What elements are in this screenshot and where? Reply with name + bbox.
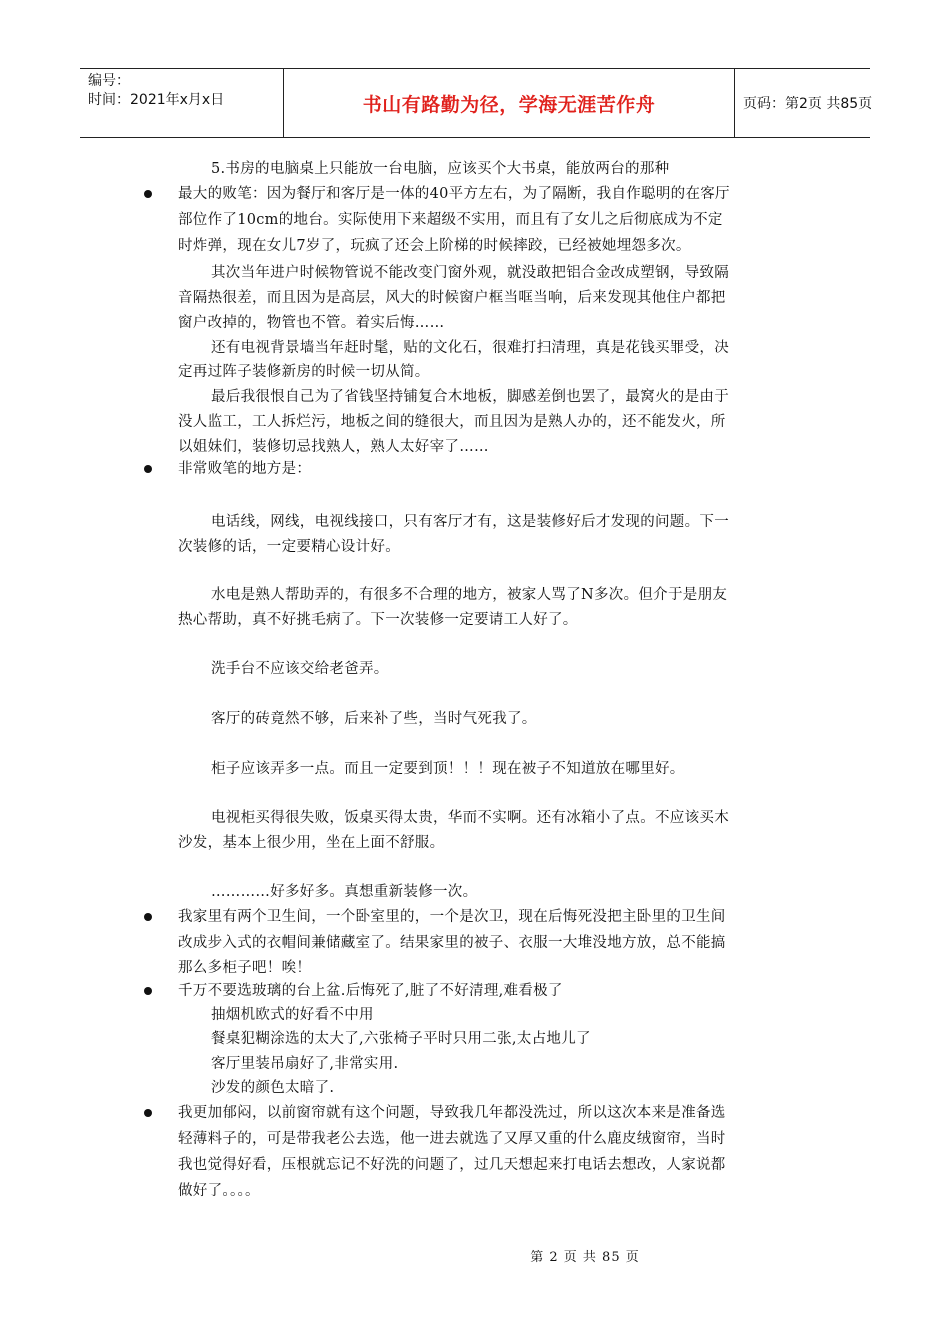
text-line: …………好多好多。真想重新装修一次。 bbox=[211, 884, 478, 900]
text-line: 以姐妹们，装修切忌找熟人，熟人太好宰了…… bbox=[178, 439, 489, 455]
text-line: 音隔热很差，而且因为是高层，风大的时候窗户框当哐当响，后来发现其他住户都把 bbox=[178, 290, 726, 306]
text-line: 定再过阵子装修新房的时候一切从简。 bbox=[178, 364, 430, 380]
text-line: 客厅里装吊扇好了,非常实用. bbox=[211, 1056, 399, 1072]
text-line: 时炸弹，现在女儿7岁了，玩疯了还会上阶梯的时候摔跤，已经被她埋怨多次。 bbox=[178, 238, 691, 254]
text-line: 柜子应该弄多一点。而且一定要到顶！！！现在被子不知道放在哪里好。 bbox=[211, 761, 685, 777]
text-line: 我家里有两个卫生间，一个卧室里的，一个是次卫，现在后悔死没把主卧里的卫生间 bbox=[178, 909, 726, 925]
text-line: 其次当年进户时候物管说不能改变门窗外观，就没敢把铝合金改成塑钢，导致隔 bbox=[211, 265, 729, 281]
text-line: 餐桌犯糊涂选的太大了,六张椅子平时只用二张,太占地儿了 bbox=[211, 1031, 591, 1047]
text-line: 最后我很恨自己为了省钱坚持铺复合木地板，脚感差倒也罢了，最窝火的是由于 bbox=[211, 389, 729, 405]
header-time-label: 时间：2021年x月x日 bbox=[88, 92, 225, 108]
text-line: 电视柜买得很失败，饭桌买得太贵，华而不实啊。还有冰箱小了点。不应该买木 bbox=[211, 810, 729, 826]
text-line: 我也觉得好看，压根就忘记不好洗的问题了，过几天想起来打电话去想改，人家说都 bbox=[178, 1157, 726, 1173]
text-line: 我更加郁闷，以前窗帘就有这个问题，导致我几年都没洗过，所以这次本来是准备选 bbox=[178, 1105, 726, 1121]
bullet-icon bbox=[144, 190, 152, 198]
text-line: 电话线，网线，电视线接口，只有客厅才有，这是装修好后才发现的问题。下一 bbox=[211, 514, 729, 530]
text-line: 轻薄料子的，可是带我老公去选，他一进去就选了又厚又重的什么鹿皮绒窗帘，当时 bbox=[178, 1131, 726, 1147]
text-line: 千万不要选玻璃的台上盆.后悔死了,脏了不好清理,难看极了 bbox=[178, 983, 563, 999]
bullet-icon bbox=[144, 987, 152, 995]
text-line: 水电是熟人帮助弄的，有很多不合理的地方，被家人骂了N多次。但介于是朋友 bbox=[211, 587, 728, 603]
text-line: 改成步入式的衣帽间兼储藏室了。结果家里的被子、衣服一大堆没地方放，总不能搞 bbox=[178, 935, 726, 951]
text-line: 沙发的颜色太暗了. bbox=[211, 1080, 335, 1096]
page-footer: 第 2 页 共 85 页 bbox=[530, 1250, 640, 1265]
text-line: 次装修的话，一定要精心设计好。 bbox=[178, 539, 400, 555]
text-line: 抽烟机欧式的好看不中用 bbox=[211, 1007, 374, 1023]
text-line: 热心帮助，真不好挑毛病了。下一次装修一定要请工人好了。 bbox=[178, 612, 578, 628]
page-header bbox=[80, 68, 873, 138]
header-motto: 书山有路勤为径，学海无涯苦作舟 bbox=[362, 93, 656, 116]
text-line: 非常败笔的地方是： bbox=[178, 461, 312, 477]
text-line: 那么多柜子吧！唉！ bbox=[178, 960, 312, 976]
text-line: 还有电视背景墙当年赶时髦，贴的文化石，很难打扫清理，真是花钱买罪受，决 bbox=[211, 340, 729, 356]
bullet-icon bbox=[144, 465, 152, 473]
text-line: 没人监工，工人拆烂污，地板之间的缝很大，而且因为是熟人办的，还不能发火，所 bbox=[178, 414, 726, 430]
header-page-info: 页码：第2页 共85页 bbox=[743, 96, 873, 112]
header-motto-cell bbox=[283, 69, 735, 137]
bullet-icon bbox=[144, 913, 152, 921]
header-meta bbox=[80, 69, 283, 137]
text-line: 部位作了10cm的地台。实际使用下来超级不实用，而且有了女儿之后彻底成为不定 bbox=[178, 212, 723, 228]
text-line: 做好了。。。。 bbox=[178, 1183, 260, 1199]
text-line: 客厅的砖竟然不够，后来补了些，当时气死我了。 bbox=[211, 711, 537, 727]
text-line: 5.书房的电脑桌上只能放一台电脑，应该买个大书桌，能放两台的那种 bbox=[211, 161, 670, 177]
text-line: 沙发，基本上很少用，坐在上面不舒服。 bbox=[178, 835, 445, 851]
text-line: 窗户改掉的，物管也不管。着实后悔…… bbox=[178, 315, 445, 331]
header-number-label: 编号： bbox=[88, 73, 130, 89]
bullet-icon bbox=[144, 1109, 152, 1117]
text-line: 最大的败笔：因为餐厅和客厅是一体的40平方左右，为了隔断，我自作聪明的在客厅 bbox=[178, 186, 730, 202]
text-line: 洗手台不应该交给老爸弄。 bbox=[211, 661, 389, 677]
